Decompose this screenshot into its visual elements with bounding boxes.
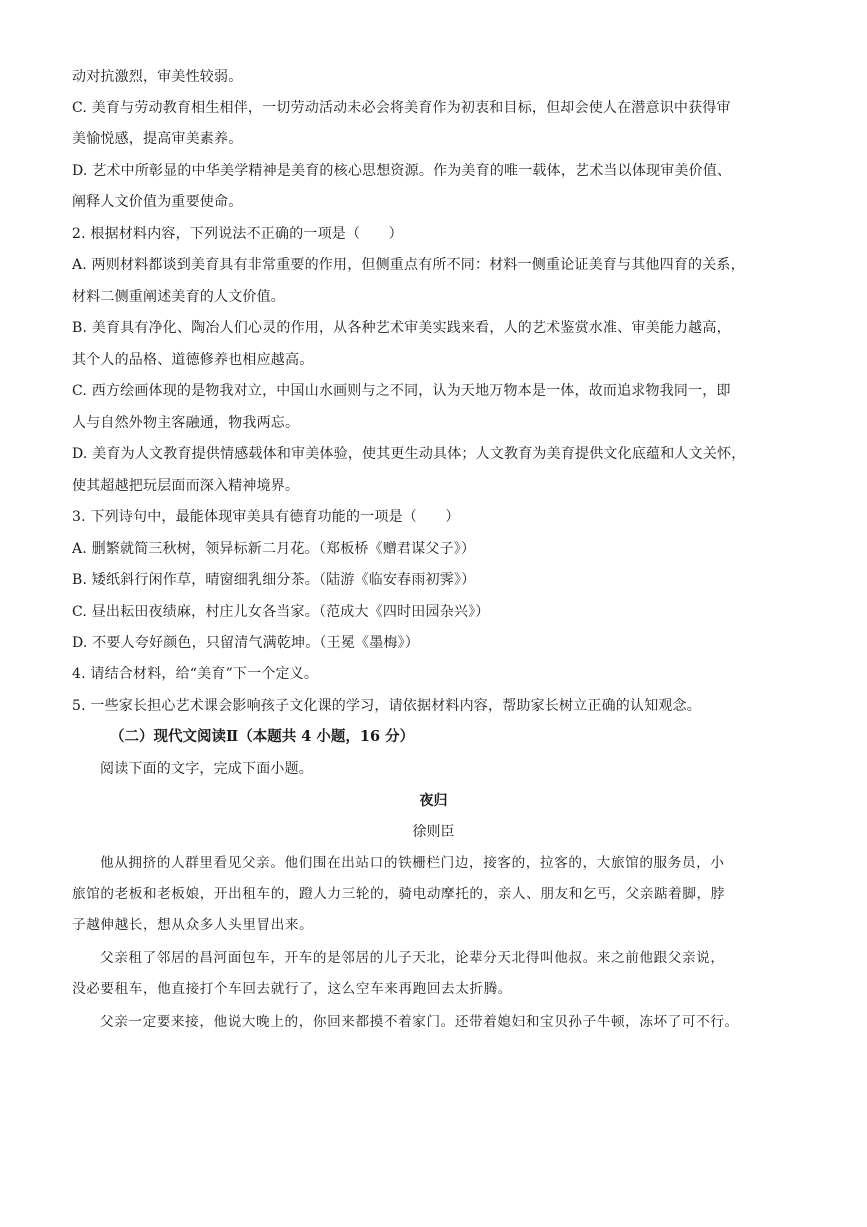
q3-option-b: B. 矮纸斜行闲作草，晴窗细乳细分茶。（陆游《临安春雨初霁》）: [72, 572, 476, 588]
text-line: 动对抗激烈，审美性较弱。: [72, 69, 243, 85]
question-3: 3. 下列诗句中，最能体现审美具有德育功能的一项是（ ）: [72, 509, 460, 525]
q3-option-a: A. 删繁就简三秋树，领异标新二月花。（郑板桥《赠君谋父子》）: [72, 541, 476, 557]
story-line: 父亲一定要来接，他说大晚上的，你回来都摸不着家门。还带着媳妇和宝贝孙子牛顿，冻坏了可不行。: [100, 1014, 739, 1030]
q2-option-c-line-2: 人与自然外物主客融通，物我两忘。: [72, 415, 300, 431]
option-d-line-2: 阐释人文价值为重要使命。: [72, 194, 243, 210]
option-c-line-1: C. 美育与劳动教育相生相伴，一切劳动活动未必会将美育作为初衷和目标，但却会使人在潜意识中获得审: [72, 100, 731, 116]
q2-option-a-line-2: 材料二侧重阐述美育的人文价值。: [72, 289, 285, 305]
question-2: 2. 根据材料内容，下列说法不正确的一项是（ ）: [72, 226, 403, 242]
question-5: 5. 一些家长担心艺术课会影响孩子文化课的学习，请依据材料内容，帮助家长树立正确的认知观念。: [72, 698, 702, 714]
q3-option-d: D. 不要人夸好颜色，只留清气满乾坤。（王冕《墨梅》）: [72, 635, 420, 651]
story-title: 夜归: [419, 793, 448, 809]
option-d-line-1: D. 艺术中所彰显的中华美学精神是美育的核心思想资源。作为美育的唯一载体，艺术当以体现审美价值、: [72, 163, 732, 179]
question-4: 4. 请结合材料，给“美育”下一个定义。: [72, 666, 319, 682]
option-c-line-2: 美愉悦感，提高审美素养。: [72, 131, 243, 147]
q3-option-c: C. 昼出耘田夜绩麻，村庄儿女各当家。（范成大《四时田园杂兴》）: [72, 604, 490, 620]
story-line: 他从拥挤的人群里看见父亲。他们围在出站口的铁栅栏门边，接客的，拉客的，大旅馆的服务员，小: [100, 855, 725, 871]
story-line: 没必要租车，他直接打个车回去就行了，这么空车来再跑回去太折腾。: [72, 981, 513, 997]
story-line: 子越伸越长，想从众多人头里冒出来。: [72, 917, 314, 933]
q2-option-b-line-1: B. 美育具有净化、陶冶人们心灵的作用，从各种艺术审美实践来看，人的艺术鉴赏水准、审美能力越高，: [72, 320, 731, 336]
reading-instruction: 阅读下面的文字，完成下面小题。: [100, 761, 313, 777]
q2-option-d-line-2: 使其超越把玩层面而深入精神境界。: [72, 478, 300, 494]
q2-option-d-line-1: D. 美育为人文教育提供情感载体和审美体验，使其更生动具体；人文教育为美育提供文化底蕴和人文关怀，: [72, 446, 746, 462]
story-line: 父亲租了邻居的昌河面包车，开车的是邻居的儿子天北，论辈分天北得叫他叔。来之前他跟父亲说，: [100, 950, 725, 966]
q2-option-b-line-2: 其个人的品格、道德修养也相应越高。: [72, 352, 314, 368]
story-line: 旅馆的老板和老板娘，开出租车的，蹬人力三轮的，骑电动摩托的，亲人、朋友和乞丐，父亲踮着脚，脖: [72, 886, 725, 902]
section-title: （二）现代文阅读Ⅱ（本题共 4 小题，16 分）: [110, 728, 415, 745]
story-author: 徐则臣: [412, 824, 455, 840]
q2-option-c-line-1: C. 西方绘画体现的是物我对立，中国山水画则与之不同，认为天地万物本是一体，故而追求物我同一，即: [72, 383, 731, 399]
q2-option-a-line-1: A. 两则材料都谈到美育具有非常重要的作用，但侧重点有所不同：材料一侧重论证美育与其他四育的关系，: [72, 257, 745, 273]
